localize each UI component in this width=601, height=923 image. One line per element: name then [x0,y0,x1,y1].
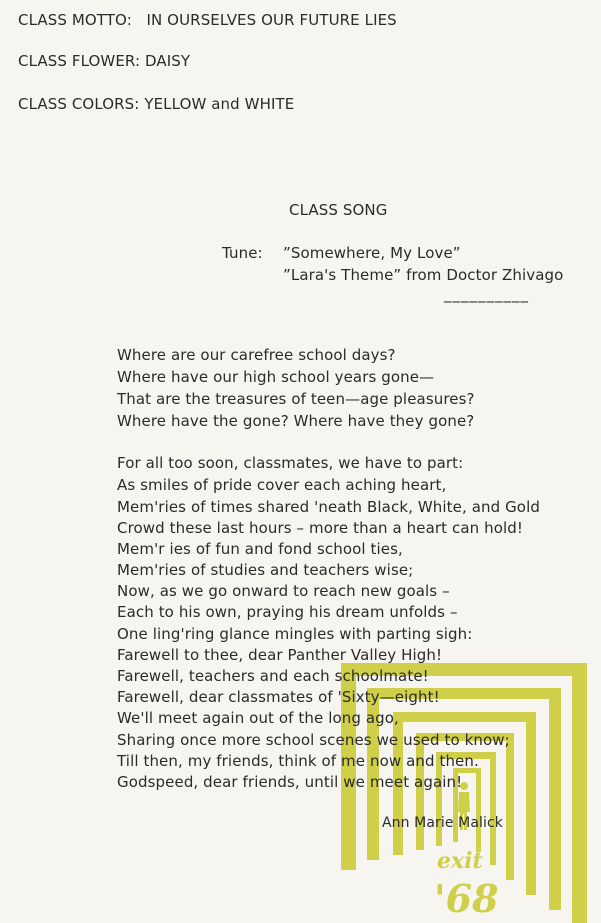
class-flower [18,52,190,70]
tune-label: Tune: [222,244,263,262]
year-68: '68 [434,876,499,921]
song-author: Ann Marie Malick [382,815,503,831]
verse-line: Farewell, teachers and each schoolmate! [117,667,429,685]
song-title: CLASS SONG [289,201,388,219]
verse-line: We'll meet again out of the long ago, [117,709,399,727]
verse-line: Each to his own, praying his dream unfolds – [117,603,458,621]
verse-line: Godspeed, dear friends, until we meet again! [117,773,463,791]
verse-line: Now, as we go onward to reach new goals – [117,582,450,600]
verse-line: For all too soon, classmates, we have to part: [117,454,464,472]
verse-line: Sharing once more school scenes we used to know; [117,731,510,749]
tune-divider: __________ [444,285,529,303]
verse-line: Where have our high school years gone— [117,368,435,386]
verse-line: Mem'r ies of fun and fond school ties, [117,540,403,558]
class-motto-label: CLASS MOTTO: [18,11,132,29]
verse-line: Crowd these last hours – more than a heart can hold! [117,519,523,537]
class-colors-label: CLASS COLORS: [18,95,140,113]
verse-line: That are the treasures of teen—age pleasures? [117,390,475,408]
verse-line: Farewell, dear classmates of 'Sixty—eight! [117,688,440,706]
verse-line: Mem'ries of studies and teachers wise; [117,561,414,579]
class-motto [18,11,397,29]
class-flower-label: CLASS FLOWER: [18,52,141,70]
class-flower-value: DAISY [145,52,191,70]
class-colors [18,95,294,113]
verse-line: Till then, my friends, think of me now and then. [117,752,479,770]
class-colors-value: YELLOW and WHITE [144,95,295,113]
tune-line-1: ”Somewhere, My Love” [283,244,461,262]
verse-line: Mem'ries of times shared 'neath Black, White, and Gold [117,498,540,516]
exit-word: exit [437,848,483,874]
verse-line: Where have the gone? Where have they gone? [117,412,475,430]
tune-line-2: ”Lara's Theme” from Doctor Zhivago [283,266,564,284]
verse-line: As smiles of pride cover each aching heart, [117,476,447,494]
verse-line: Where are our carefree school days? [117,346,396,364]
class-motto-value: IN OURSELVES OUR FUTURE LIES [146,11,397,29]
verse-line: Farewell to thee, dear Panther Valley High! [117,646,443,664]
verse-line: One ling'ring glance mingles with parting sigh: [117,625,473,643]
